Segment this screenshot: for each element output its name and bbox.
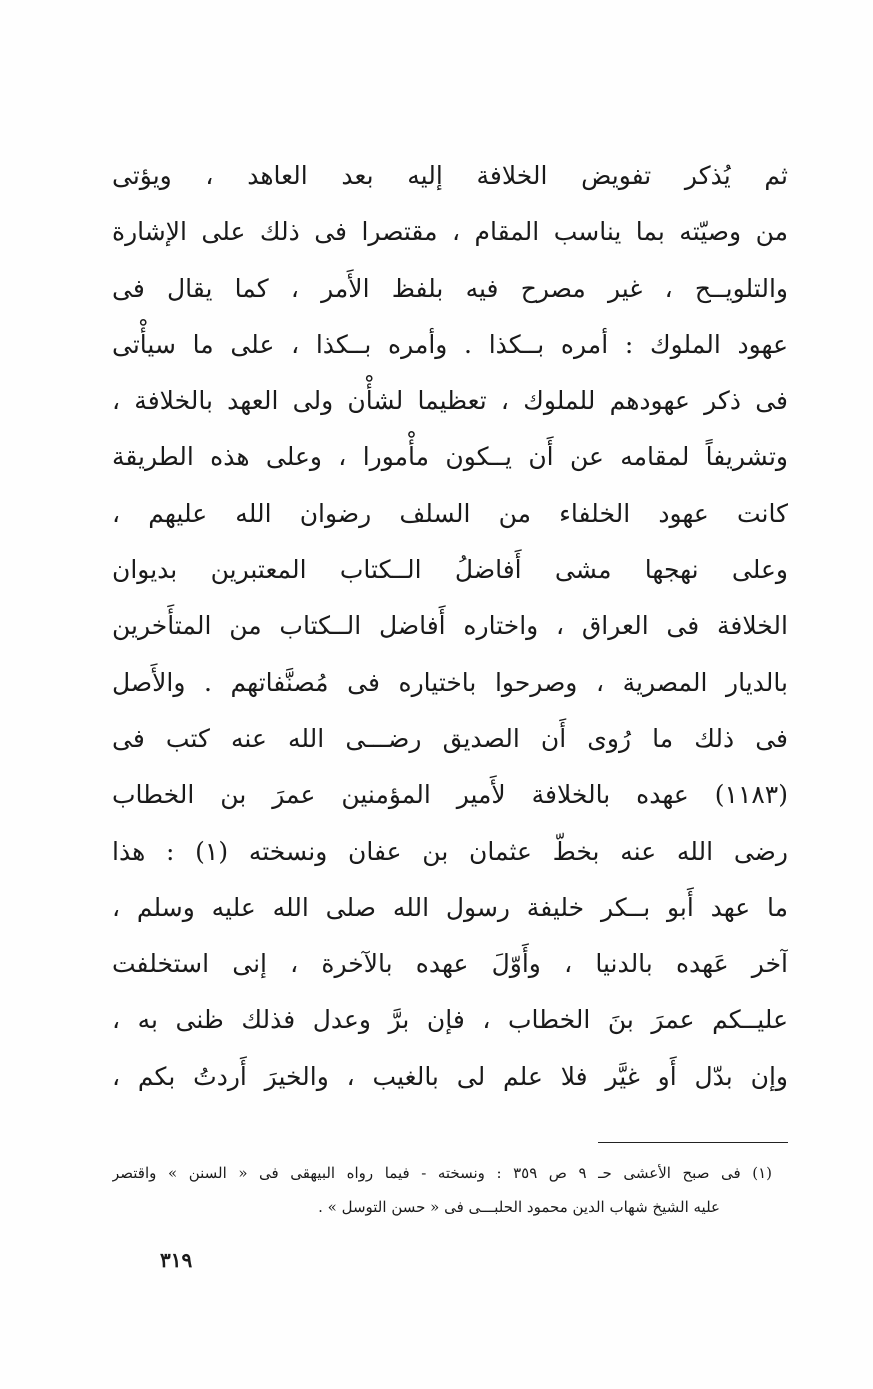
footnote-separator [598, 1142, 788, 1143]
text-line: عليــكم عمرَ بنَ الخطاب ، فإن برَّ وعدل فذلك ظنى به ، [112, 1005, 788, 1035]
text-line: وعلى نهجها مشى أَفاضلُ الــكتاب المعتبرين بديوان [112, 555, 788, 585]
text-line: رضى الله عنه بخطّ عثمان بن عفان ونسخته (١) : هذا [112, 836, 788, 866]
main-text [112, 148, 788, 1105]
text-line: (١١٨٣) عهده بالخلافة لأَمير المؤمنين عمرَ بن الخطاب [112, 780, 788, 810]
footnote-line: عليه الشيخ شهاب الدين محمود الحلبـــى فى « حسن التوسل » . [318, 1198, 720, 1216]
footnotes [112, 1156, 772, 1224]
page-number: ٣١٩ [160, 1248, 193, 1272]
text-line: عهود الملوك : أمره بــكذا . وأمره بــكذا ، على ما سيأْتى [112, 329, 788, 359]
text-line: فى ذلك ما رُوى أَن الصديق رضـــى الله عنه كتب فى [112, 723, 788, 753]
text-line: ثم يُذكر تفويض الخلافة إليه بعد العاهد ، ويؤتى [112, 161, 788, 190]
text-line: ما عهد أَبو بــكر خليفة رسول الله صلى الله عليه وسلم ، [112, 892, 788, 922]
text-line: بالديار المصرية ، وصرحوا باختياره فى مُصنَّفاتهم . والأَصل [112, 667, 788, 697]
text-line: والتلويــح ، غير مصرح فيه بلفظ الأَمر ، كما يقال فى [112, 273, 788, 303]
text-line: آخر عَهده بالدنيا ، وأَوّلَ عهده بالآخرة ، إنى استخلفت [112, 949, 788, 979]
footnote-line: (١) فى صبح الأعشى حـ ٩ ص ٣٥٩ : ونسخته - فيما رواه البيهقى فى « السنن » واقتصر [112, 1164, 772, 1182]
text-line: كانت عهود الخلفاء من السلف رضوان الله عليهم ، [112, 498, 788, 528]
text-line: وتشريفاً لمقامه عن أَن يــكون مأْمورا ، وعلى هذه الطريقة [112, 442, 788, 472]
text-line: من وصيّته بما يناسب المقام ، مقتصرا فى ذلك على الإشارة [112, 217, 788, 247]
text-line: وإن بدّل أَو غيَّر فلا علم لى بالغيب ، والخيرَ أَردتُ بكم ، [112, 1061, 788, 1091]
text-line: فى ذكر عهودهم للملوك ، تعظيما لشأْن ولى العهد بالخلافة ، [112, 386, 788, 416]
text-line: الخلافة فى العراق ، واختاره أَفاضل الــكتاب من المتأَخرين [112, 611, 788, 641]
